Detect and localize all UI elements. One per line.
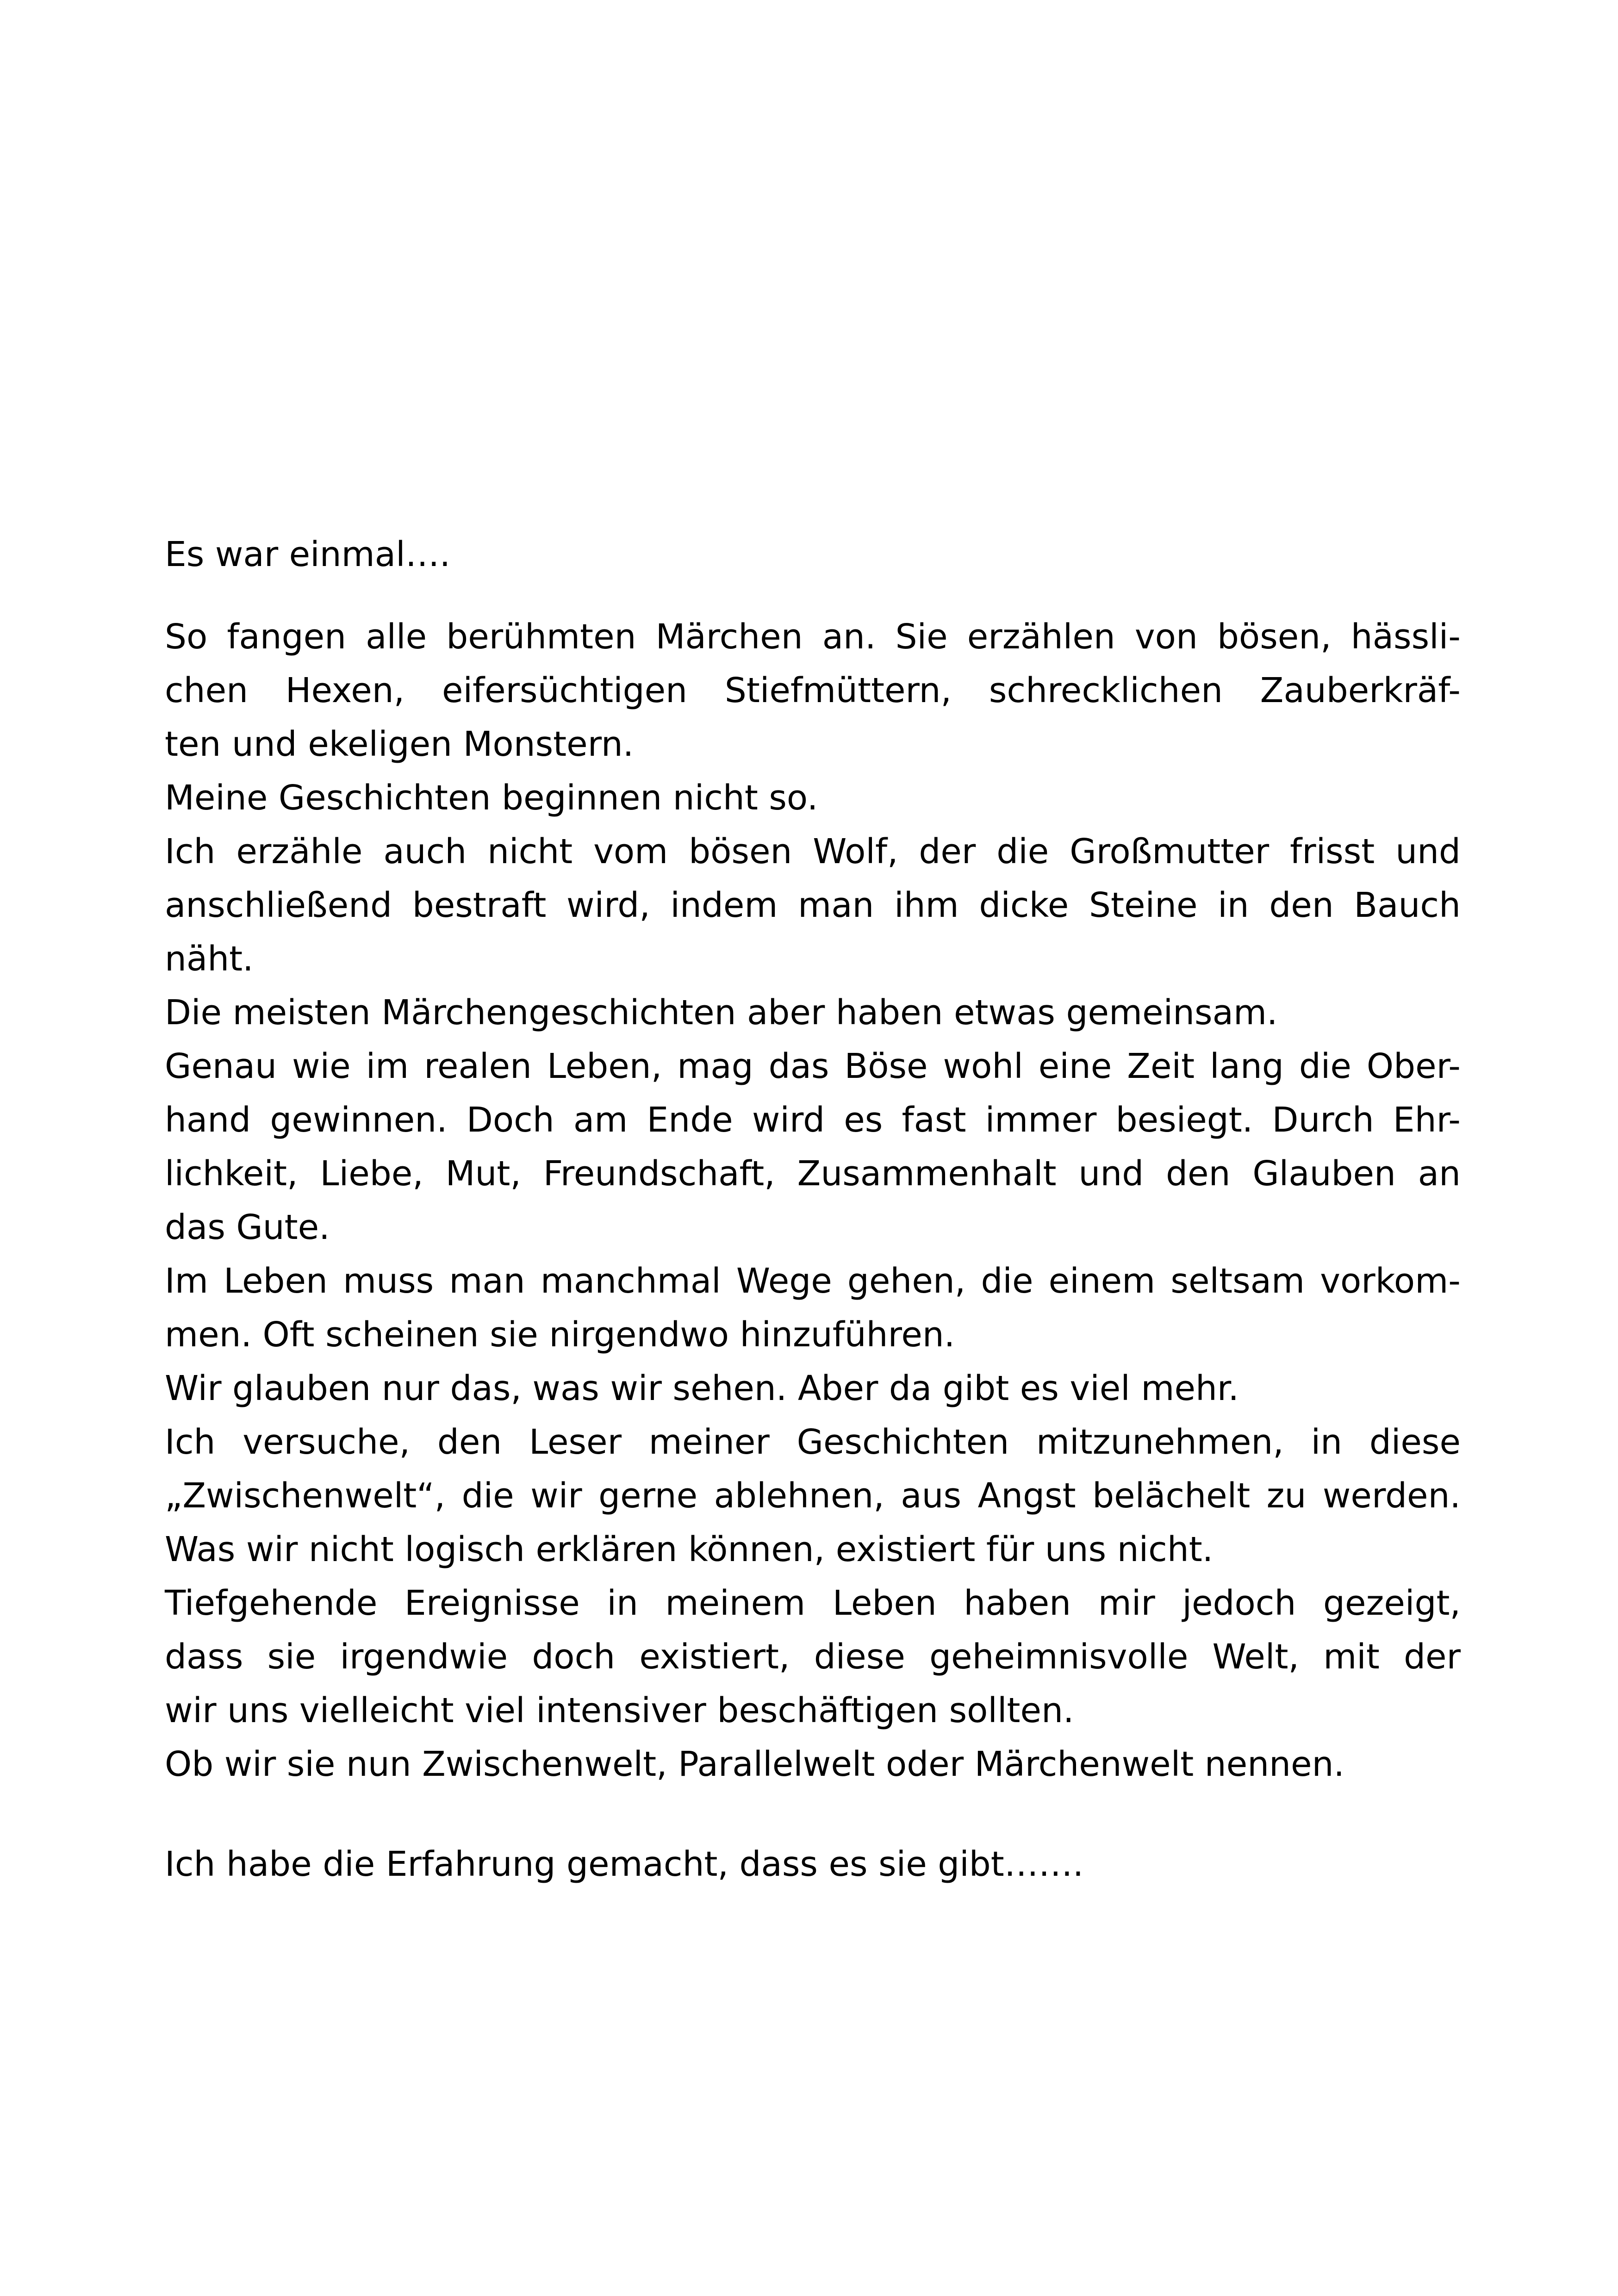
body-line: näht. (165, 939, 254, 979)
body-line: Ich versuche, den Leser meiner Geschichten mitzunehmen, in diese (165, 1422, 1461, 1462)
body-line: So fangen alle berühmten Märchen an. Sie erzählen von bösen, hässli- (165, 617, 1461, 657)
closing-text: Ich habe die Erfahrung gemacht, dass es sie gibt……. (165, 1844, 1084, 1884)
body-line: wir uns vielleicht viel intensiver beschäftigen sollten. (165, 1691, 1074, 1730)
body-line: Meine Geschichten beginnen nicht so. (165, 778, 818, 818)
body-line: Ich erzähle auch nicht vom bösen Wolf, der die Großmutter frisst und (165, 832, 1461, 871)
body-line: anschließend bestraft wird, indem man ihm dicke Steine in den Bauch (165, 885, 1461, 925)
body-line: hand gewinnen. Doch am Ende wird es fast immer besiegt. Durch Ehr- (165, 1100, 1461, 1140)
body-line: Was wir nicht logisch erklären können, existiert für uns nicht. (165, 1530, 1214, 1569)
opening-text: Es war einmal…. (165, 535, 451, 574)
body-line: Tiefgehende Ereignisse in meinem Leben haben mir jedoch gezeigt, (165, 1583, 1461, 1623)
body-line: Die meisten Märchengeschichten aber haben etwas gemeinsam. (165, 993, 1278, 1033)
opening-line (165, 528, 1461, 581)
body-line: chen Hexen, eifersüchtigen Stiefmüttern, schrecklichen Zauberkräf- (165, 671, 1461, 710)
body-line: dass sie irgendwie doch existiert, diese geheimnisvolle Welt, mit der (165, 1637, 1461, 1677)
body-paragraph (165, 610, 1461, 1791)
body-line: Genau wie im realen Leben, mag das Böse wohl eine Zeit lang die Ober- (165, 1046, 1461, 1086)
body-line: men. Oft scheinen sie nirgendwo hinzuführen. (165, 1315, 955, 1355)
body-line: Im Leben muss man manchmal Wege gehen, die einem seltsam vorkom- (165, 1261, 1461, 1301)
body-line: Wir glauben nur das, was wir sehen. Aber da gibt es viel mehr. (165, 1369, 1239, 1408)
body-line: lichkeit, Liebe, Mut, Freundschaft, Zusammenhalt und den Glauben an (165, 1154, 1461, 1194)
closing-line (165, 1837, 1461, 1891)
body-line: Ob wir sie nun Zwischenwelt, Parallelwelt oder Märchenwelt nennen. (165, 1744, 1344, 1784)
body-line: ten und ekeligen Monstern. (165, 724, 634, 764)
body-line: „Zwischenwelt“, die wir gerne ablehnen, aus Angst belächelt zu werden. (165, 1476, 1461, 1516)
body-line: das Gute. (165, 1207, 330, 1247)
